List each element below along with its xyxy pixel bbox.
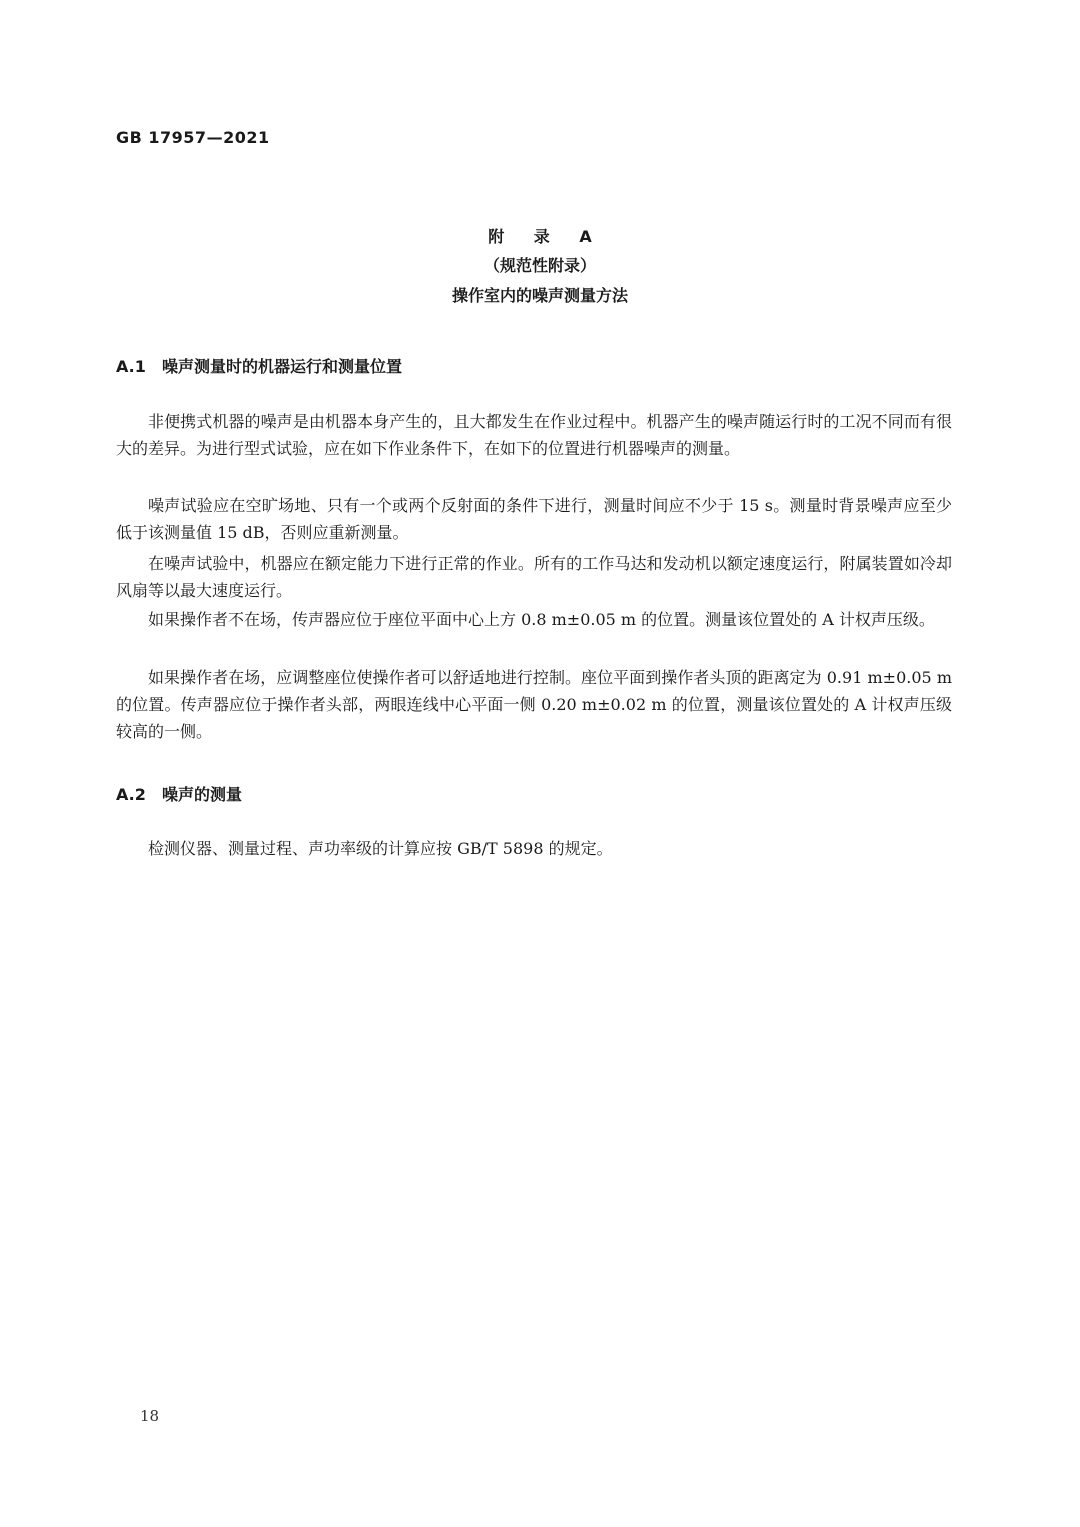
paragraph-a1-5: 如果操作者在场，应调整座位使操作者可以舒适地进行控制。座位平面到操作者头顶的距离定为 0.91 m±0.05 m 的位置。传声器应位于操作者头部，两眼连线中心平面一侧 0.20 m±0.02 m 的位置，测量该位置处的 A 计权声压级较高的一侧。: [116, 668, 952, 741]
paragraph-a1-2: 噪声试验应在空旷场地、只有一个或两个反射面的条件下进行，测量时间应不少于 15 s。测量时背景噪声应至少低于该测量值 15 dB，否则应重新测量。: [116, 496, 952, 542]
standard-number: GB 17957—2021: [116, 128, 270, 147]
paragraph-a1-1: 非便携式机器的噪声是由机器本身产生的，且大都发生在作业过程中。机器产生的噪声随运行时的工况不同而有很大的差异。为进行型式试验，应在如下作业条件下，在如下的位置进行机器噪声的测量。: [116, 412, 952, 458]
paragraph-a1-4: 如果操作者不在场，传声器应位于座位平面中心上方 0.8 m±0.05 m 的位置。测量该位置处的 A 计权声压级。: [148, 610, 935, 629]
annex-type: （规范性附录）: [483, 256, 596, 275]
annex-title: 附 录 A: [488, 227, 604, 246]
clause-a1-title: 噪声测量时的机器运行和测量位置: [162, 357, 403, 376]
clause-a1-heading: [116, 354, 402, 377]
annex-name: 操作室内的噪声测量方法: [451, 286, 628, 305]
paragraph-a1-3: 在噪声试验中，机器应在额定能力下进行正常的作业。所有的工作马达和发动机以额定速度运行，附属装置如冷却风扇等以最大速度运行。: [116, 554, 952, 600]
clause-a2-number: A.2: [116, 785, 146, 804]
clause-a1-number: A.1: [116, 357, 146, 376]
page-number: 18: [140, 1407, 160, 1425]
paragraph-a2-1: 检测仪器、测量过程、声功率级的计算应按 GB/T 5898 的规定。: [148, 839, 613, 858]
clause-a2-title: 噪声的测量: [162, 785, 243, 804]
clause-a2-heading: [116, 782, 242, 805]
